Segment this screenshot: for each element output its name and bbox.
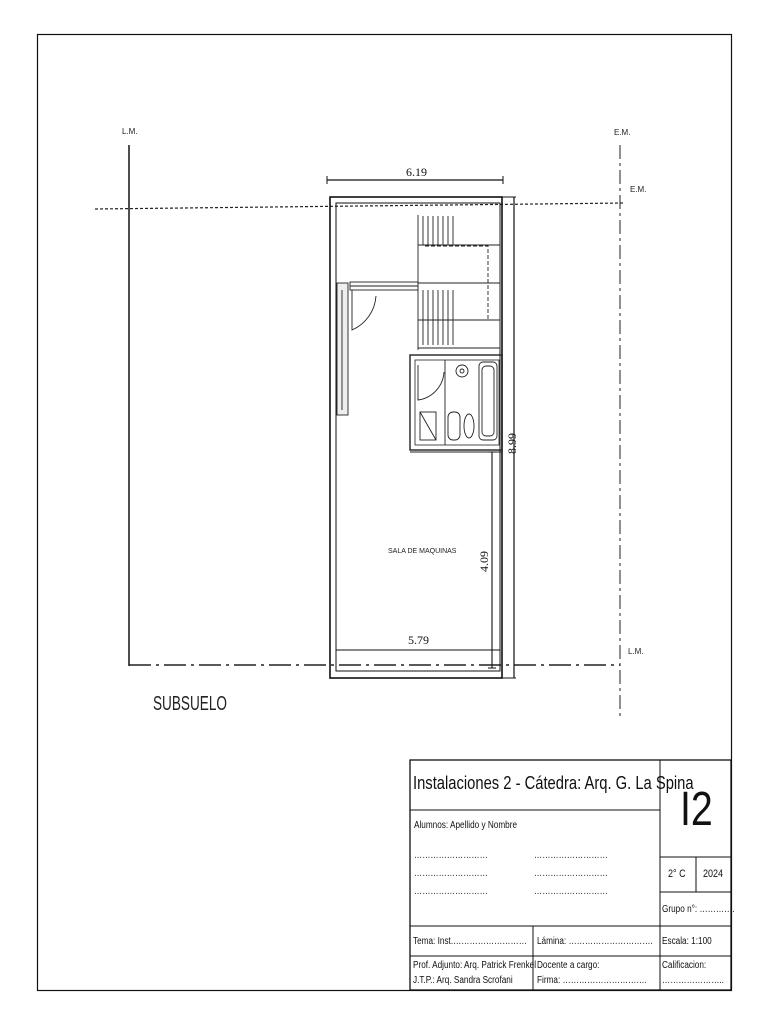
professor: Prof. Adjunto: Arq. Patrick Frenkel [413, 960, 537, 971]
door-and-panel [337, 282, 418, 415]
signature: Firma: …………………………. [537, 975, 647, 986]
year: 2024 [703, 868, 724, 880]
student-line: ……………………… [534, 886, 608, 897]
students-label: Alumnos: Apellido y Nombre [414, 820, 518, 831]
title-block-title: Instalaciones 2 - Cátedra: Arq. G. La Spina [413, 773, 694, 793]
room-name: SALA DE MAQUINAS [388, 548, 457, 555]
grade-line: ………………….. [662, 975, 724, 986]
jtp: J.T.P.: Arq. Sandra Scrofani [413, 975, 513, 986]
em-label-top-right: E.M. [614, 128, 631, 137]
student-line: ……………………… [414, 850, 488, 861]
staircase [418, 215, 500, 350]
semester: 2° C [668, 868, 686, 880]
dimension-inner-width: 5.79 [408, 633, 429, 647]
teacher: Docente a cargo: [537, 960, 600, 971]
property-lines [95, 145, 625, 720]
sheet-code: I2 [680, 783, 713, 836]
dimension-top-width: 6.19 [406, 165, 427, 179]
sheet-label: Lámina: …………………………. [537, 936, 653, 947]
dimension-inner-height: 4.09 [477, 551, 491, 572]
scale: Escala: 1:100 [662, 936, 712, 947]
student-line: ……………………… [534, 850, 608, 861]
drawing-title: SUBSUELO [153, 693, 227, 715]
group-number: Grupo n°: …………. [662, 904, 735, 915]
lm-label-bottom-right: L.M. [628, 647, 644, 656]
student-line: ……………………… [414, 868, 488, 879]
lm-label-top-left: L.M. [122, 127, 138, 136]
topic: Tema: Inst.……………………… [413, 936, 527, 947]
student-line: ……………………… [414, 886, 488, 897]
sheet-border [38, 35, 732, 991]
student-line: ……………………… [534, 868, 608, 879]
bathroom [410, 355, 502, 452]
dimension-right-height: 8.99 [505, 433, 519, 454]
grade-label: Calificacion: [662, 960, 707, 971]
em-label-right: E.M. [630, 185, 647, 194]
